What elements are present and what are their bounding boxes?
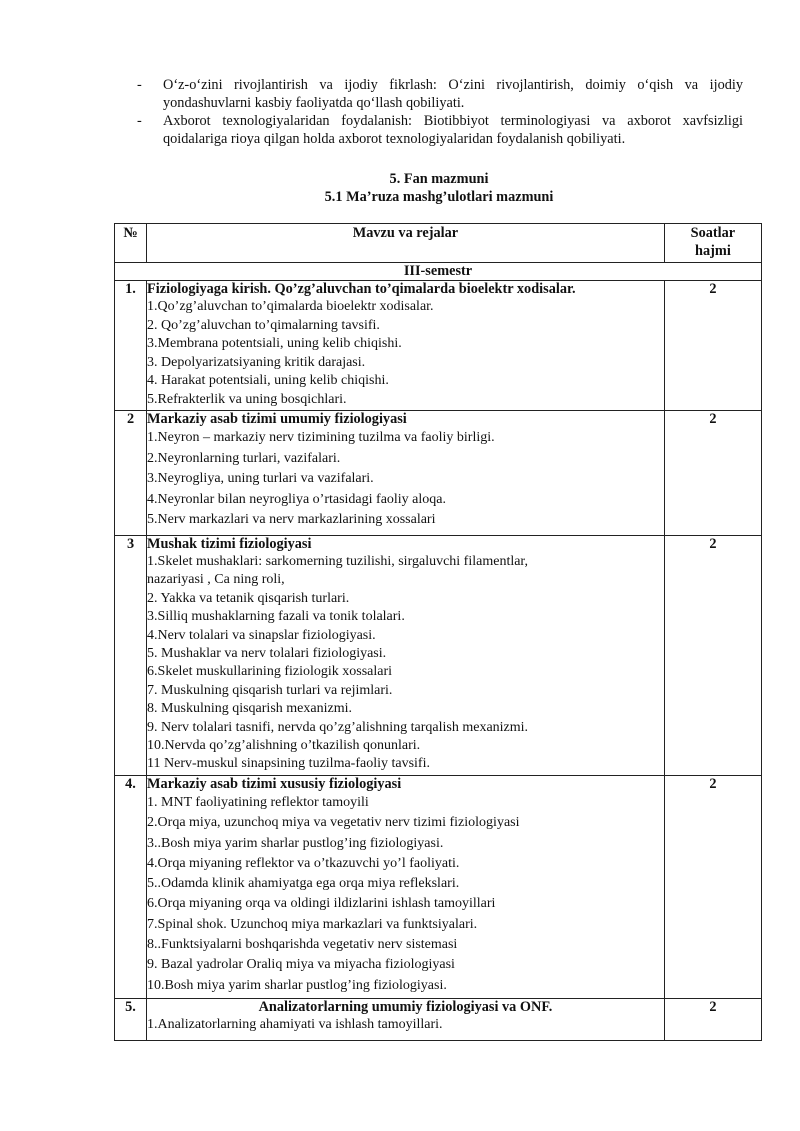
header-hours-line1: Soatlar [690, 225, 736, 241]
row-hours: 2 [664, 411, 761, 536]
topic-item: 1. MNT faoliyatining reflektor tamoyili [147, 795, 369, 810]
header-topic: Mavzu va rejalar [147, 224, 665, 263]
topic-item: 4. Harakat potentsiali, uning kelib chiqishi. [147, 373, 389, 388]
row-number: 5. [115, 999, 147, 1041]
topic-item: 11 Nerv-muskul sinapsining tuzilma-faoliy tavsifi. [147, 756, 430, 772]
topic-item: 2.Orqa miya, uzunchoq miya va vegetativ nerv tizimi fiziologiyasi [147, 815, 520, 831]
row-number: 4. [115, 776, 147, 999]
row-topic [147, 999, 665, 1041]
topic-item: 10.Nervda qo’zg’alishning o’tkazilish qonunlari. [147, 738, 421, 754]
table-header-row [115, 224, 762, 263]
topic-item: 4.Orqa miyaning reflektor va o’tkazuvchi yo’l faoliyati. [147, 855, 460, 871]
bullet-dash: - [137, 113, 142, 129]
topic-item: 8. Muskulning qisqarish mexanizmi. [147, 701, 352, 717]
lecture-content-table [114, 223, 762, 1041]
topic-item: 6.Orqa miyaning orqa va oldingi ildizlarini ishlash tamoyillari [147, 896, 496, 912]
row-hours: 2 [664, 999, 761, 1041]
topic-title: Markaziy asab tizimi umumiy fiziologiyasi [147, 411, 407, 427]
topic-item: 6.Skelet muskullarining fiziologik xossalari [147, 664, 393, 680]
table-row [115, 281, 762, 411]
topic-title: Analizatorlarning umumiy fiziologiyasi va ONF. [258, 999, 553, 1015]
topic-item: 10.Bosh miya yarim sharlar pustlog’ing fiziologiyasi. [147, 977, 447, 993]
row-number: 3 [115, 536, 147, 776]
topic-title: Mushak tizimi fiziologiyasi [147, 536, 312, 552]
bullet-dash: - [137, 77, 142, 93]
topic-item: 5..Odamda klinik ahamiyatga ega orqa miya reflekslari. [147, 876, 460, 892]
topic-item: 2. Qo’zg’aluvchan to’qimalarning tavsifi. [147, 317, 380, 333]
competency-list [135, 76, 743, 148]
topic-item: 5.Refrakterlik va uning bosqichlari. [147, 391, 347, 407]
topic-item: 2. Yakka va tetanik qisqarish turlari. [147, 590, 350, 606]
semester-label: III-semestr [115, 263, 762, 281]
topic-item: nazariyasi , Ca ning roli, [147, 572, 285, 588]
table-row [115, 999, 762, 1041]
topic-item: 8..Funktsiyalarni boshqarishda vegetativ nerv sistemasi [147, 937, 458, 953]
table-row [115, 536, 762, 776]
table-row [115, 411, 762, 536]
header-hours-line2: hajmi [695, 243, 731, 259]
topic-item: 3.Silliq mushaklarning fazali va tonik tolalari. [147, 609, 405, 625]
row-topic [147, 281, 665, 411]
topic-title: Markaziy asab tizimi xususiy fiziologiyasi [147, 776, 402, 792]
topic-item: 3..Bosh miya yarim sharlar pustlog’ing fiziologiyasi. [147, 835, 444, 851]
topic-item: 9. Bazal yadrolar Oraliq miya va miyacha fiziologiyasi [147, 957, 455, 973]
topic-item: 3. Depolyarizatsiyaning kritik darajasi. [147, 354, 366, 370]
row-topic [147, 536, 665, 776]
topic-item: 3.Neyrogliya, uning turlari va vazifalari. [147, 471, 374, 486]
topic-item: 9. Nerv tolalari tasnifi, nervda qo’zg’alishning tarqalish mexanizmi. [147, 719, 529, 735]
semester-row [115, 263, 762, 281]
section-title: 5. Fan mazmuni [389, 171, 489, 187]
topic-item: 2.Neyronlarning turlari, vazifalari. [147, 450, 341, 466]
row-hours: 2 [664, 536, 761, 776]
row-number: 1. [115, 281, 147, 411]
topic-item: 7. Muskulning qisqarish turlari va rejimlari. [147, 682, 393, 698]
row-hours: 2 [664, 281, 761, 411]
header-number: № [115, 224, 147, 263]
row-number: 2 [115, 411, 147, 536]
subsection-title: 5.1 Ma’ruza mashg’ulotlari mazmuni [324, 189, 554, 205]
competency-text: O‘z-o‘zini rivojlantirish va ijodiy fikrlash: O‘zini rivojlantirish, doimiy o‘qish va ijodiy yondashuvlarni kasbiy faoliyatda qo‘llash qobiliyati. [163, 77, 743, 111]
topic-item: 1.Skelet mushaklari: sarkomerning tuzilishi, sirgaluvchi filamentlar, [147, 554, 529, 569]
row-hours: 2 [664, 776, 761, 999]
row-topic [147, 776, 665, 999]
topic-item: 7.Spinal shok. Uzunchoq miya markazlari va funktsiyalari. [147, 916, 478, 932]
table-row [115, 776, 762, 999]
topic-item: 3.Membrana potentsiali, uning kelib chiqishi. [147, 336, 402, 351]
topic-item: 4.Nerv tolalari va sinapslar fiziologiyasi. [147, 627, 376, 643]
topic-title: Fiziologiyaga kirish. Qo’zg’aluvchan to’qimalarda bioelektr xodisalar. [147, 281, 576, 297]
competency-text: Axborot texnologiyalaridan foydalanish: Biotibbiyot terminologiyasi va axborot xavfsizligi qoidalariga rioya qilgan holda axborot texnologiyalaridan foydalanish qobiliyati. [163, 113, 743, 147]
topic-item: 4.Neyronlar bilan neyrogliya o’rtasidagi faoliy aloqa. [147, 491, 447, 507]
topic-item: 5. Mushaklar va nerv tolalari fiziologiyasi. [147, 646, 387, 662]
topic-item: 1.Qo’zg’aluvchan to’qimalarda bioelektr xodisalar. [147, 299, 434, 314]
row-topic [147, 411, 665, 536]
header-hours [664, 224, 761, 263]
topic-item: 5.Nerv markazlari va nerv markazlarining xossalari [147, 512, 436, 527]
competency-item [135, 76, 743, 112]
section-headings [135, 170, 743, 206]
competency-item [135, 112, 743, 148]
topic-item: 1.Analizatorlarning ahamiyati va ishlash tamoyillari. [147, 1017, 443, 1032]
topic-item: 1.Neyron – markaziy nerv tizimining tuzilma va faoliy birligi. [147, 430, 495, 445]
